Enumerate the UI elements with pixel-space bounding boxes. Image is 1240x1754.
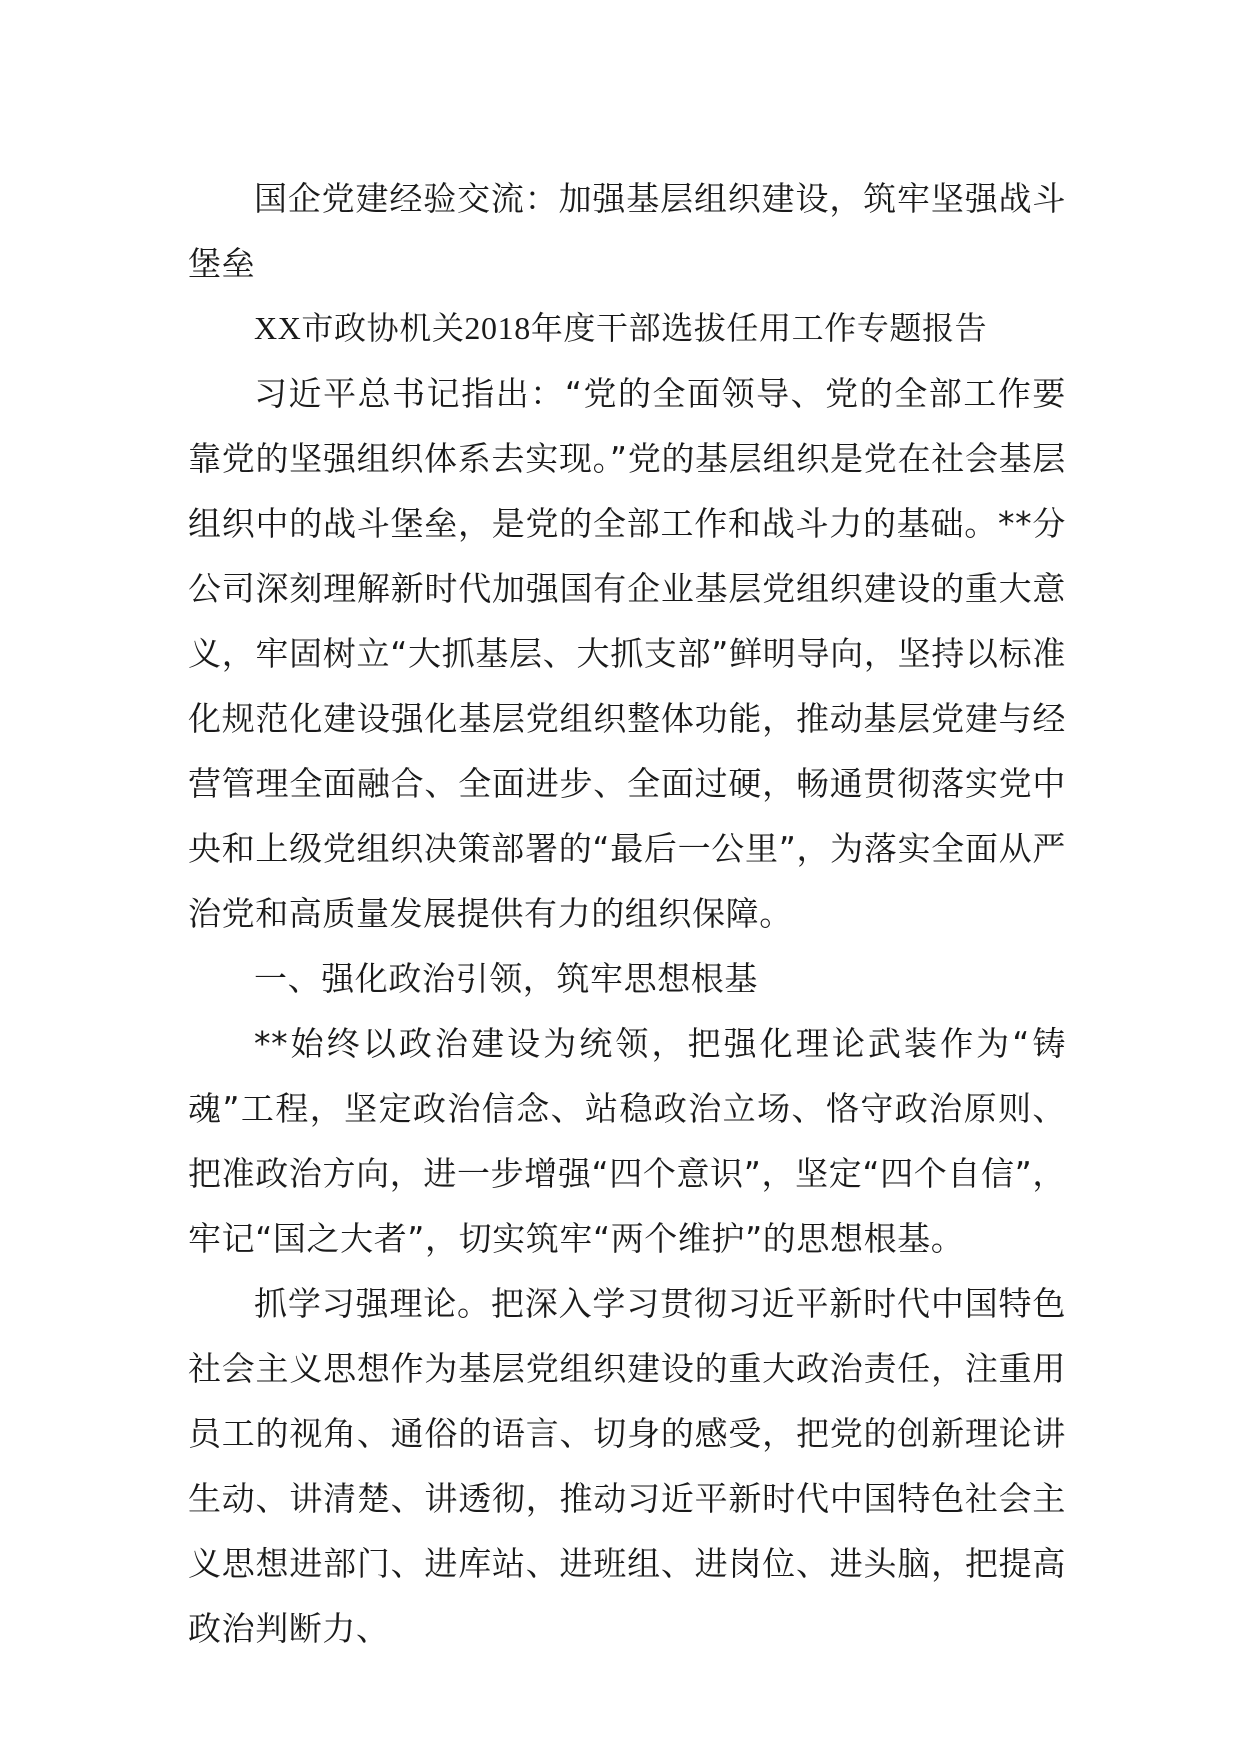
document-subtitle: XX市政协机关2018年度干部选拔任用工作专题报告 <box>254 310 988 346</box>
body-paragraph: 抓学习强理论。把深入学习贯彻习近平新时代中国特色社会主义思想作为基层党组织建设的重大政治责任，注重用员工的视角、通俗的语言、切身的感受，把党的创新理论讲生动、讲清楚、讲透彻，推动习近平新时代中国特色社会主义思想进部门、进库站、进班组、进岗位、进头脑，把提高政治判断力、 <box>188 1284 1066 1648</box>
document-title: 国企党建经验交流：加强基层组织建设，筑牢坚强战斗堡垒 <box>188 179 1066 283</box>
section-heading: 一、强化政治引领，筑牢思想根基 <box>254 959 758 998</box>
intro-paragraph: 习近平总书记指出：“党的全面领导、党的全部工作要靠党的坚强组织体系去实现。”党的基层组织是党在社会基层组织中的战斗堡垒，是党的全部工作和战斗力的基础。**分公司深刻理解新时代加强国有企业基层党组织建设的重大意义，牢固树立“大抓基层、大抓支部”鲜明导向，坚持以标准化规范化建设强化基层党组织整体功能，推动基层党建与经营管理全面融合、全面进步、全面过硬，畅通贯彻落实党中央和上级党组织决策部署的“最后一公里”，为落实全面从严治党和高质量发展提供有力的组织保障。 <box>188 374 1066 933</box>
body-paragraph: **始终以政治建设为统领，把强化理论武装作为“铸魂”工程，坚定政治信念、站稳政治立场、恪守政治原则、把准政治方向，进一步增强“四个意识”，坚定“四个自信”，牢记“国之大者”，切实筑牢“两个维护”的思想根基。 <box>188 1024 1066 1258</box>
document-body <box>188 166 1066 1661</box>
